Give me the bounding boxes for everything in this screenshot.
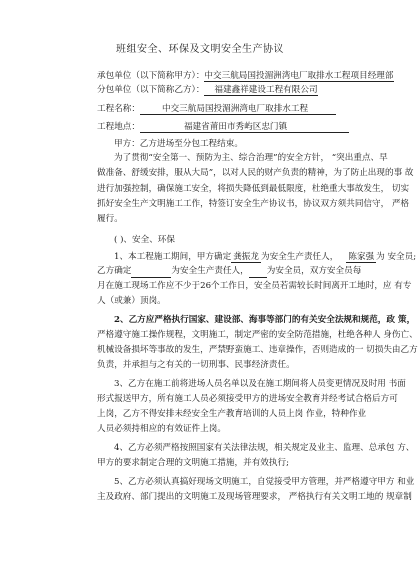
item1-line2 [97,266,361,278]
item5-line: 主及政府、部门提出的文明施工及现场管理要求， 严格执行有关文明工地的 规章制 [97,492,412,502]
subcontractor-name: 福建鑫祥建设工程有限公司 [204,85,317,96]
para1-line: 做准备、舒缓安排，服从大局”，以对人民的财产负责的精神，为了防止出现的事 故 [97,168,414,178]
item1-line4: 人（或兼）顶岗。 [97,296,166,306]
item1-text: 为 安全员; [376,252,417,262]
item1-text: 为安全员，双方安全员每 [266,266,362,276]
item2-line: 负责，并承担与之有关的一切刑事、民事经济责任。 [97,360,295,370]
contractor-row [97,71,394,82]
project-row [97,104,336,115]
item1-text: 乙方确定 [97,266,132,276]
item3-line: 人员必须持相应的有效证件上岗。 [97,424,226,434]
para1-line: 进行加强控制，确保施工安全，将损失降低到最低限度，杜绝重大事故发生， 切实 [97,184,410,194]
intro-line: 甲方：乙方进场至分包工程结束。 [114,139,243,149]
para1-line: 为了贯彻“安全第一、预防为主、综合治理”的安全方针， “突出重点、早 [114,153,388,163]
item1-line1 [114,252,416,263]
safety-person-a: 龚振龙 [233,252,259,262]
subcontractor-label: 分包单位（以下简称乙方）： [97,85,205,95]
blank-field [131,266,171,278]
location-name: 福建省莆田市秀屿区忠门镇 [140,122,349,133]
project-label: 工程名称： [97,104,140,114]
item4-line: 甲方的要求制定合理的文明施工措施，并有效执行; [97,458,289,468]
item3-line: 3、乙方在施工前将进场人员名单以及在施工期间将人员变更情况及时用 书面 [114,379,406,389]
item4-line: 4、乙方必须严格按照国家有关法律法规，相关规定及业主、监理、总承包 方、 [114,443,415,453]
item2-line: 严格遵守施工操作规程，文明施工，制定严密的安全防范措施，杜绝各种人 身伤亡、 [97,330,418,340]
item3-line: 形式报送甲方，所有施工人员必须接受甲方的进场安全教育并经考试合格后方可 [97,394,398,404]
item1-text: 为安全生产责任人， [171,266,249,276]
item2-line: 机械设备损坏等事故的发生，严禁野蛮施工、违章操作，否则造成的一 切损失由乙方 [97,345,418,355]
item1-line3: 月在施工现场工作应不少于26个工作日，安全员若需较长时间离开工地时，应 有专 [97,281,412,291]
para1-line: 抓好安全生产文明施工工作，特签订安全生产协议书，协议双方须共同信守， 严格 [97,199,410,209]
item3-line: 上岗，乙方不得安排未经安全生产教育培训的人员上岗 作业，特种作业 [97,409,367,419]
item1-text: 为安全生产责任人， [260,252,339,262]
location-row [97,122,349,133]
subcontractor-row [97,85,318,96]
item2-text: 2、乙方应严格执行国家、建设部、海事等部门的有关安全法规和规范，政 策， [114,315,416,325]
contractor-name: 中交三航局国投湄洲湾电厂取排水工程项目经理部 [204,71,394,81]
blank-field [249,266,267,278]
contractor-label: 承包单位（以下简称甲方）： [97,71,205,81]
item2-line [114,315,415,326]
location-label: 工程地点： [97,122,140,132]
section-heading: ( )、安全、环保 [114,235,175,245]
document-title: 班组安全、环保及文明安全生产协议 [116,44,284,55]
project-name: 中交三航局国投湄洲湾电厂取排水工程 [140,104,336,115]
para1-line: 履行。 [97,214,123,224]
item1-text: 1、本工程施工期间，甲方确定 [114,252,232,262]
safety-officer-a: 陈家强 [348,252,375,262]
item5-line: 5、乙方必须认真搞好现场文明施工，自觉接受甲方管理，并严格遵守甲方 和业 [114,477,415,487]
